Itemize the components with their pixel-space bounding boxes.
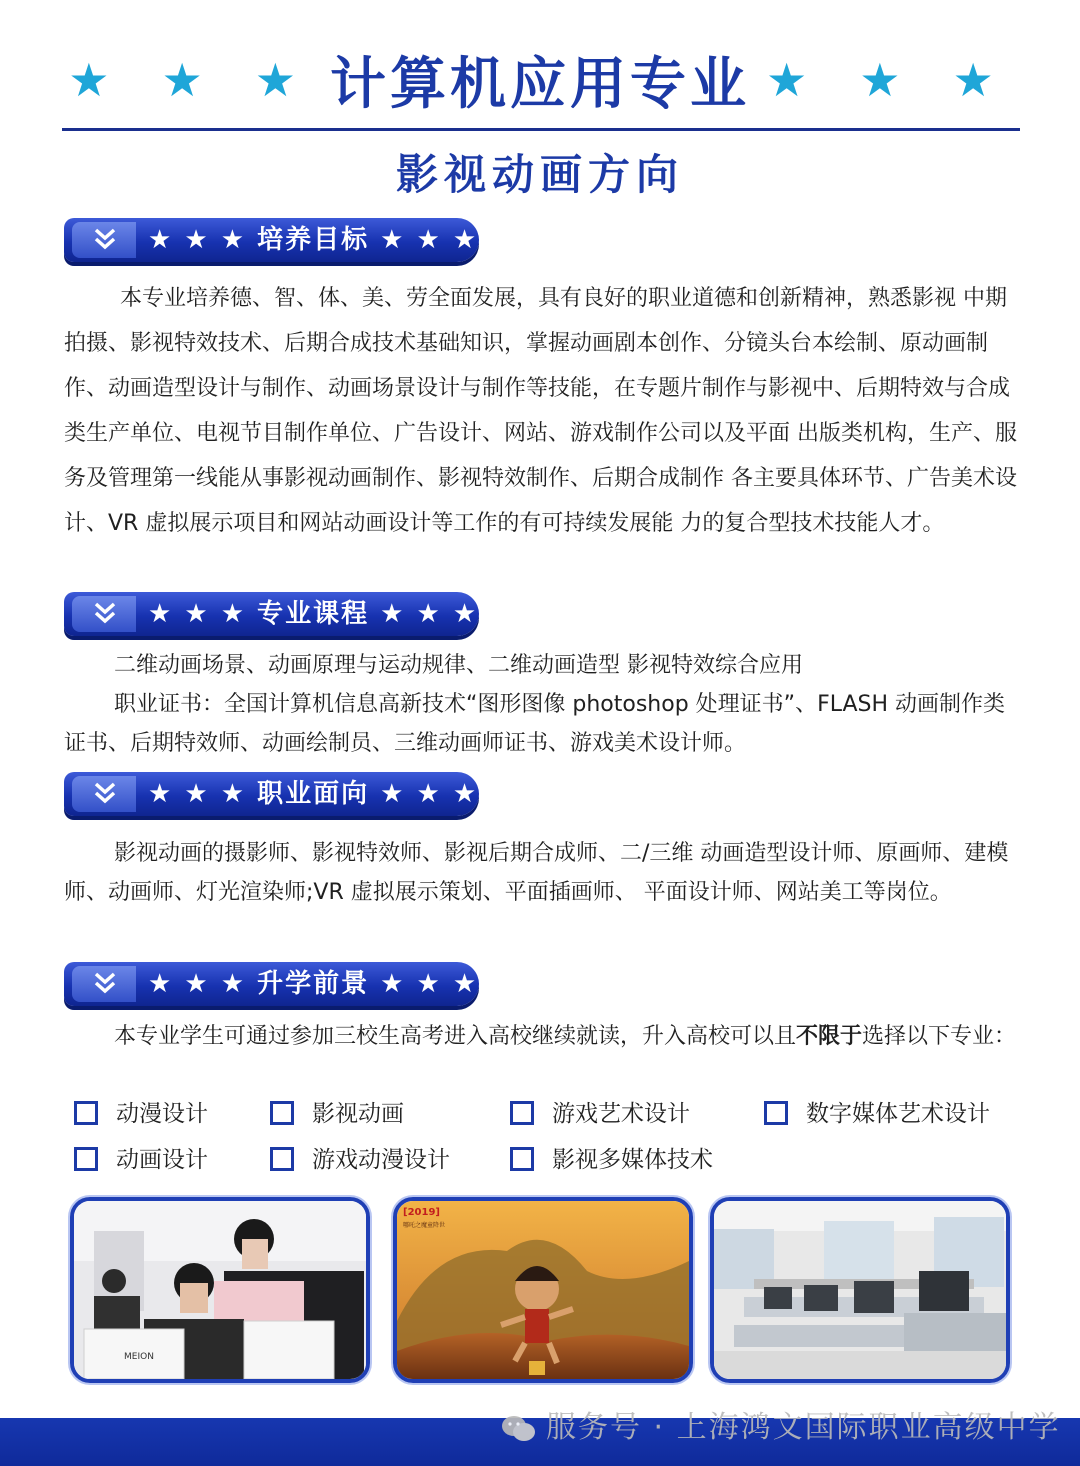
movie-year-label: [2019] <box>403 1207 440 1218</box>
title-stars-left: ★ ★ ★ <box>68 53 314 107</box>
section-banner-further-study <box>64 962 479 1006</box>
section-title: ★ ★ ★ 升学前景 ★ ★ ★ <box>148 969 479 999</box>
chevron-down-icon <box>90 224 120 254</box>
major-item: 动画设计 <box>74 1144 208 1176</box>
wechat-watermark <box>500 1402 1061 1446</box>
title-divider <box>62 128 1020 131</box>
photo-students-at-computers <box>70 1197 370 1383</box>
chevron-down-icon <box>90 778 120 808</box>
checkbox-icon <box>270 1147 294 1171</box>
checkbox-icon <box>74 1101 98 1125</box>
checkbox-icon <box>764 1101 788 1125</box>
title-stars-right: ★ ★ ★ <box>766 53 1012 107</box>
major-item: 数字媒体艺术设计 <box>764 1098 990 1130</box>
photo-computer-lab <box>710 1197 1010 1383</box>
certificates-text: 职业证书：全国计算机信息高新技术“图形图像 photoshop 处理证书”、FLASH 动画制作类证书、后期特效师、动画绘制员、三维动画师证书、游戏美术设计师。 <box>64 692 1006 756</box>
section-banner-goal <box>64 218 479 262</box>
courses-paragraph <box>64 646 1020 763</box>
section-title: ★ ★ ★ 培养目标 ★ ★ ★ <box>148 225 479 255</box>
checkbox-icon <box>510 1101 534 1125</box>
career-paragraph: 影视动画的摄影师、影视特效师、影视后期合成师、二/三维 动画造型设计师、原画师、建模师、动画师、灯光渲染师;VR 虚拟展示策划、平面插画师、 平面设计师、网站美工等岗位。 <box>64 841 1009 905</box>
section-banner-career <box>64 772 479 816</box>
section-banner-courses <box>64 592 479 636</box>
further-text-before: 本专业学生可通过参加三校生高考进入高校继续就读，升入高校可以且 <box>114 1024 797 1049</box>
major-item: 影视动画 <box>270 1098 404 1130</box>
further-study-paragraph <box>64 1018 1020 1055</box>
further-text-after: 选择以下专业： <box>862 1024 1017 1049</box>
page-title <box>0 40 1080 120</box>
goal-paragraph: 本专业培养德、智、体、美、劳全面发展，具有良好的职业道德和创新精神，熟悉影视 中期拍摄、影视特效技术、后期合成技术基础知识，掌握动画剧本创作、分镜头台本绘制、原动画制作、动画造型设计与制作、动画场景设计与制作等技能，在专题片制作与影视中、后期特效与合成类生产单位、电视节目制作单位、广告设计、网站、游戏制作公司以及平面 出版类机构，生产、服务及管理第一线能从事影视动画制作、影视特效制作、后期合成制作 各主要具体环节、广告美术设计、VR 虚拟展示项目和网站动画设计等工作的有可持续发展能 力的复合型技术技能人才。 <box>64 286 1017 536</box>
monitor-brand-label: MEION <box>124 1352 154 1362</box>
major-item: 影视多媒体技术 <box>510 1144 713 1176</box>
checkbox-icon <box>74 1147 98 1171</box>
chevron-down-icon <box>90 968 120 998</box>
wechat-icon <box>500 1414 536 1444</box>
checkbox-icon <box>270 1101 294 1125</box>
major-item: 动漫设计 <box>74 1098 208 1130</box>
page-subtitle: 影视动画方向 <box>395 150 684 199</box>
section-title: ★ ★ ★ 职业面向 ★ ★ ★ <box>148 779 479 809</box>
checkbox-icon <box>510 1147 534 1171</box>
watermark-text: 服务号 · 上海鸿文国际职业高级中学 <box>546 1410 1061 1445</box>
major-item: 游戏艺术设计 <box>510 1098 690 1130</box>
major-item: 游戏动漫设计 <box>270 1144 450 1176</box>
movie-caption-label: 哪吒之魔童降世 <box>403 1222 446 1229</box>
courses-list: 二维动画场景、动画原理与运动规律、二维动画造型 影视特效综合应用 <box>114 653 803 678</box>
section-title: ★ ★ ★ 专业课程 ★ ★ ★ <box>148 599 479 629</box>
further-text-bold: 不限于 <box>796 1024 863 1049</box>
chevron-down-icon <box>90 598 120 628</box>
photo-animation-still <box>393 1197 693 1383</box>
title-text: 计算机应用专业 <box>330 52 750 117</box>
